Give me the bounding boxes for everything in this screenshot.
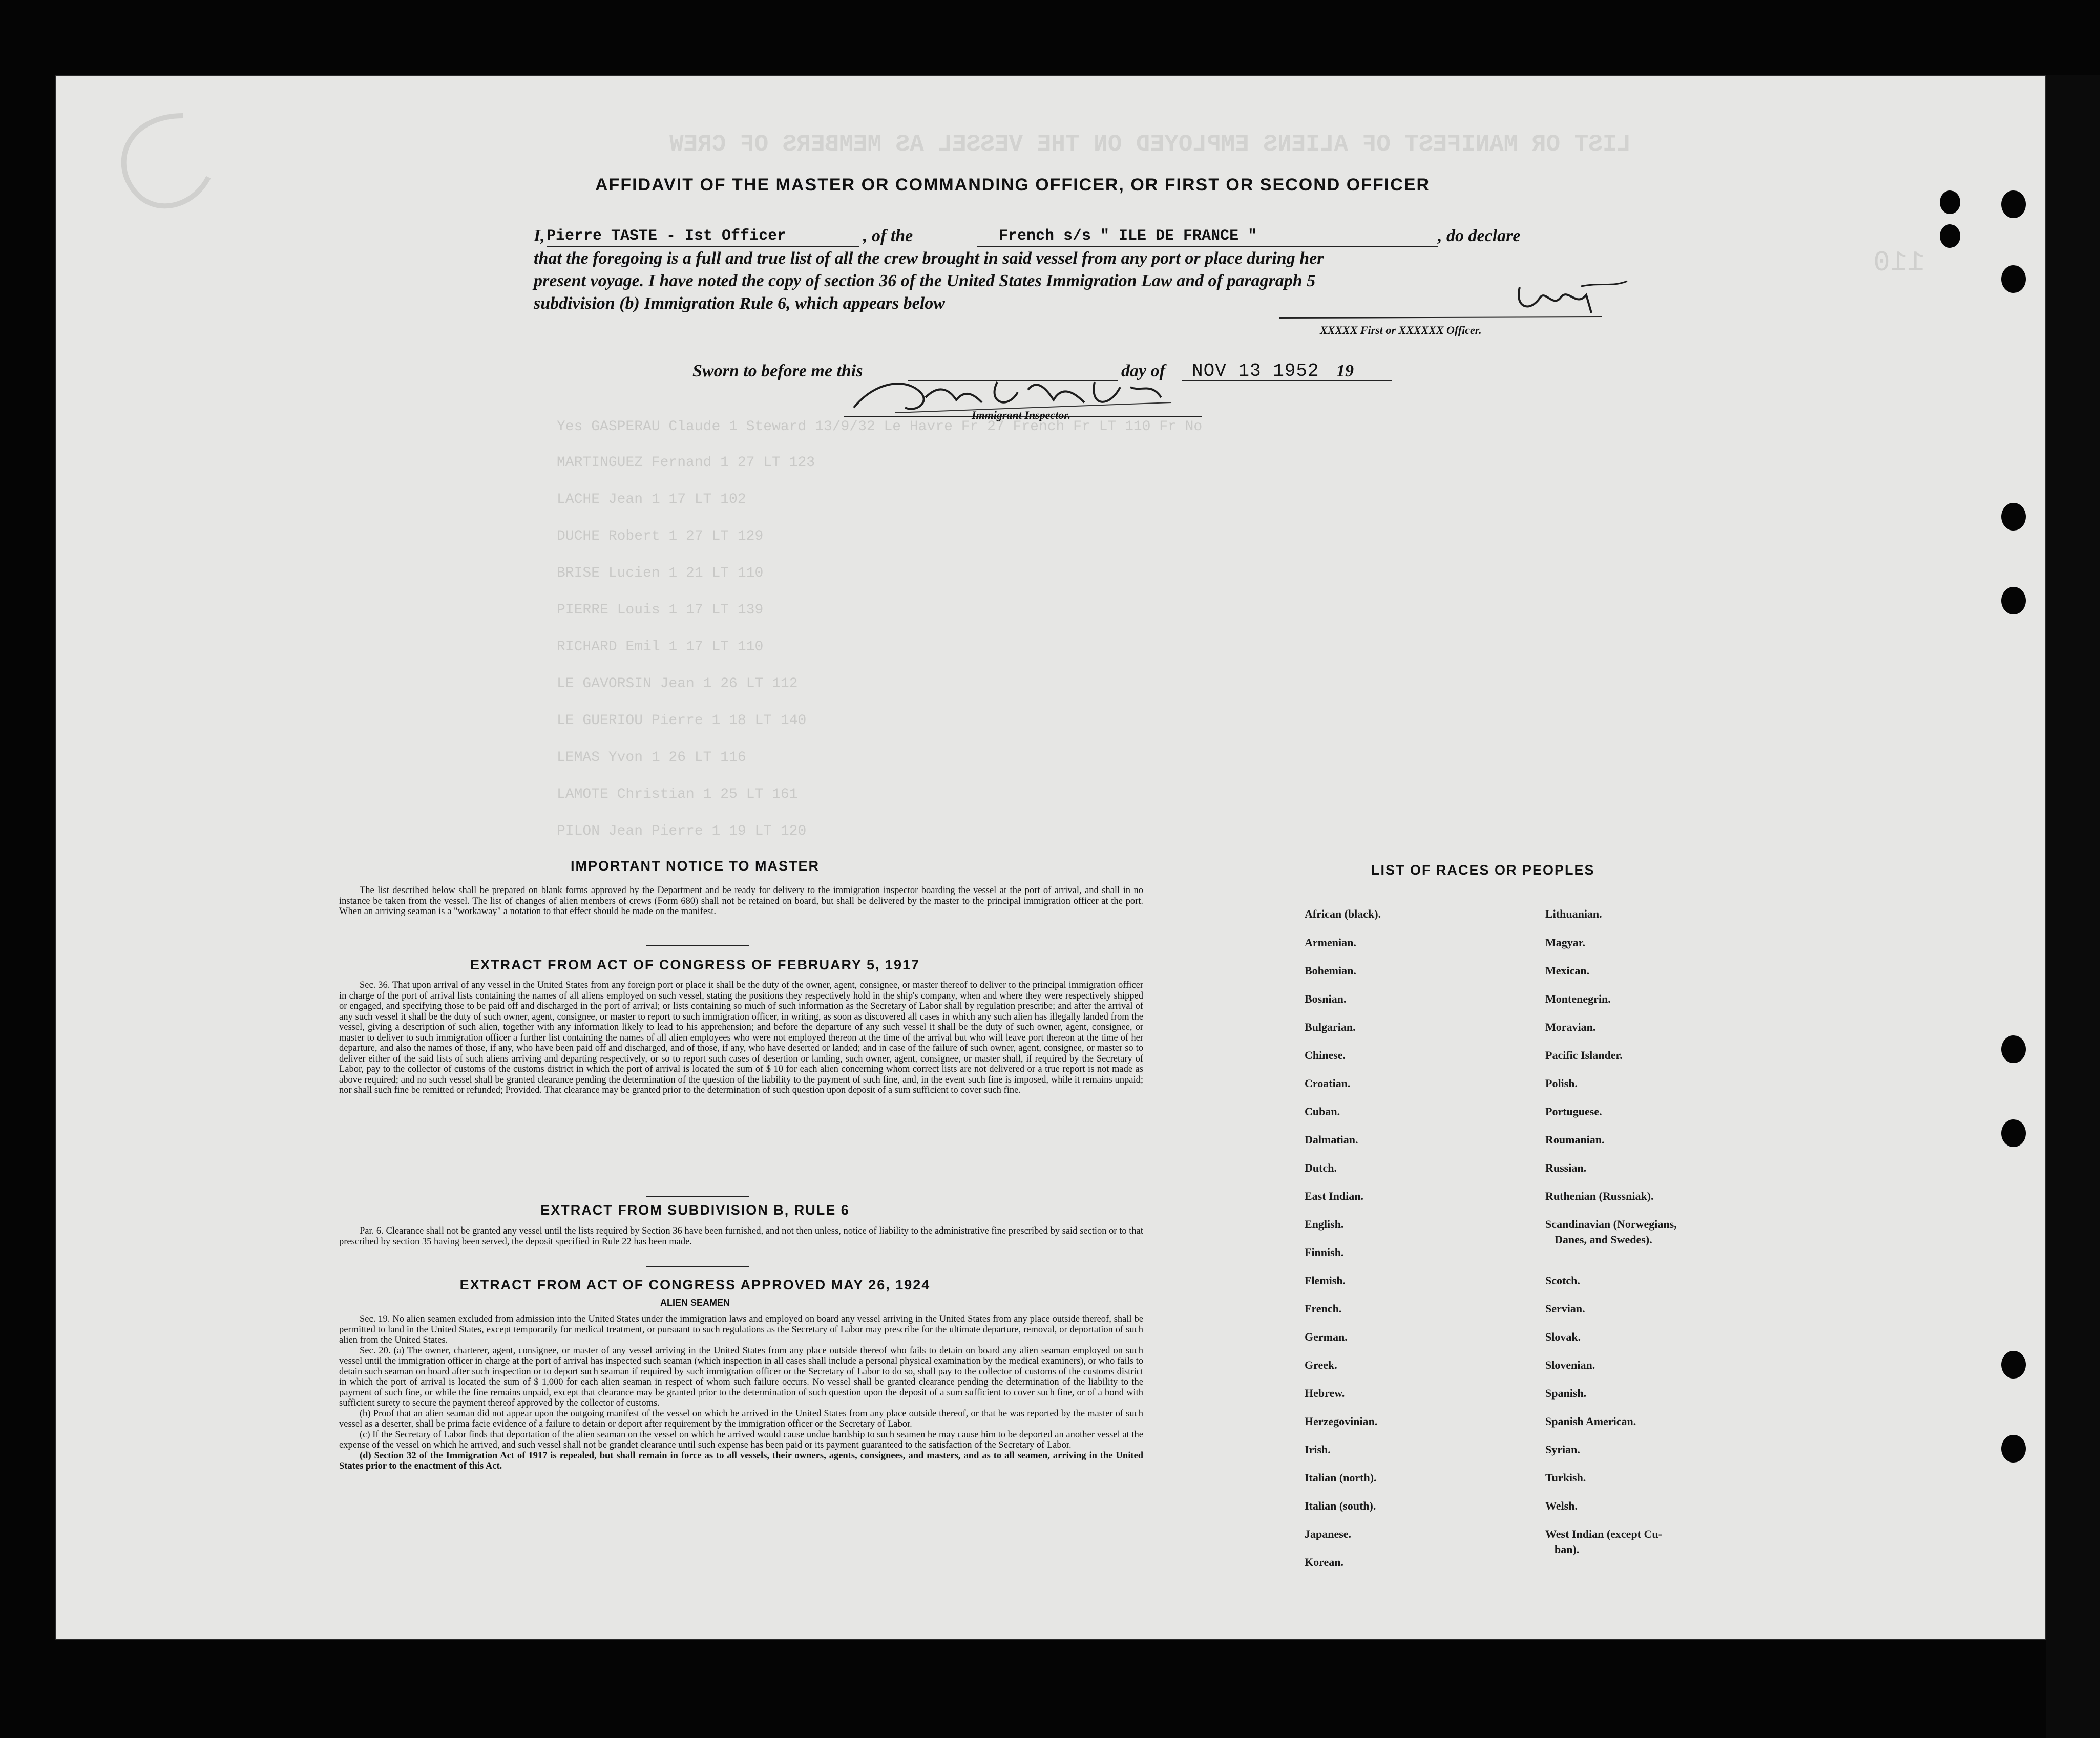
inspector-caption: Immigrant Inspector. xyxy=(972,409,1071,421)
race-left: Dalmatian. xyxy=(1305,1133,1358,1146)
bleed-row: LACHE Jean 1 17 LT 102 xyxy=(557,492,746,507)
sec20a-text: Sec. 20. (a) The owner, charterer, agent, consignee, or master of any vessel arriving in the United States from any place outside thereof who fails to detain on board any alien seaman employed on such vessel until the immigration officer in charge at the port of arrival has inspected such seaman (which inspection in all cases shall include a personal physical examination by the medical examiners), or who fails to detain such seaman on board after such inspection or to deport such seaman if required by such immigration officer or the Secretary of Labor to do so, shall pay to the collector of customs of the customs district in which the port of arrival is located the sum of $ 1,000 for each alien seaman in respect of whom such failure occurs. No vessel shall be granted clearance pending the determination of the liability to the payment of such fine, or while the fine remains unpaid, except that clearance may be granted prior to the determination of such question upon the deposit of a sum sufficient to cover such fine, or of a bond with sufficient surety to secure the payment thereof approved by the collector of customs. xyxy=(339,1345,1143,1408)
punch-hole xyxy=(2001,1435,2026,1463)
race-left: Irish. xyxy=(1305,1443,1331,1456)
race-right: Slovenian. xyxy=(1545,1359,1595,1371)
race-left: Herzegovinian. xyxy=(1305,1415,1378,1428)
extract-1917-block xyxy=(339,980,1143,1096)
race-left: Croatian. xyxy=(1305,1077,1351,1090)
notice-divider xyxy=(646,945,749,946)
race-left: Bosnian. xyxy=(1305,992,1347,1005)
race-right: Slovak. xyxy=(1545,1330,1581,1343)
vessel-rule xyxy=(977,246,1438,247)
race-left: Korean. xyxy=(1305,1556,1343,1569)
race-left: African (black). xyxy=(1305,907,1381,920)
bleed-row: LEMAS Yvon 1 26 LT 116 xyxy=(557,750,746,766)
race-right: Montenegrin. xyxy=(1545,992,1611,1005)
date-stamp: NOV 13 1952 xyxy=(1192,361,1319,381)
race-left: Japanese. xyxy=(1305,1528,1352,1540)
race-right: Magyar. xyxy=(1545,936,1586,949)
race-left: Greek. xyxy=(1305,1359,1337,1371)
bleed-row: MARTINGUEZ Fernand 1 27 LT 123 xyxy=(557,455,815,471)
race-left: Cuban. xyxy=(1305,1105,1340,1118)
race-left: Bulgarian. xyxy=(1305,1021,1356,1033)
punch-hole xyxy=(2001,265,2026,293)
race-left: Hebrew. xyxy=(1305,1387,1345,1400)
year-prefix: 19 xyxy=(1336,362,1354,380)
date-rule xyxy=(1182,380,1392,381)
race-left: Chinese. xyxy=(1305,1049,1346,1062)
race-right: Lithuanian. xyxy=(1545,907,1602,920)
punch-hole xyxy=(2001,587,2026,614)
sec20b-text: (b) Proof that an alien seaman did not appear upon the outgoing manifest of the vessel on which he arrived in the United States from any place outside thereof, or that he was reported by the master of such vessel as a deserter, shall be prima facie evidence of a failure to detain or deport after requirement by the immigration officer or the Secretary of Labor. xyxy=(339,1408,1143,1429)
punch-hole xyxy=(1940,224,1960,248)
punch-hole xyxy=(2001,1119,2026,1147)
bleed-row: LAMOTE Christian 1 25 LT 161 xyxy=(557,787,798,802)
race-right: West Indian (except Cu- xyxy=(1545,1528,1662,1540)
bleed-row: Yes GASPERAU Claude 1 Steward 13/9/32 Le Havre Fr 27 French Fr LT 110 Fr No xyxy=(557,419,1203,435)
officer-caption: XXXXX First or XXXXXX Officer. xyxy=(1320,324,1482,336)
race-left: English. xyxy=(1305,1218,1344,1231)
race-left: Finnish. xyxy=(1305,1246,1344,1259)
race-right: ban). xyxy=(1555,1543,1580,1556)
bleed-row: RICHARD Emil 1 17 LT 110 xyxy=(557,639,764,655)
notice-title: IMPORTANT NOTICE TO MASTER xyxy=(571,858,820,874)
race-right: Spanish. xyxy=(1545,1387,1587,1400)
extract-1924-title: EXTRACT FROM ACT OF CONGRESS APPROVED MAY 26, 1924 xyxy=(459,1277,931,1292)
bleed-row: PIERRE Louis 1 17 LT 139 xyxy=(557,602,764,618)
punch-hole xyxy=(1940,190,1960,214)
races-title: LIST OF RACES OR PEOPLES xyxy=(1371,862,1595,878)
extract-1917-title: EXTRACT FROM ACT OF CONGRESS OF FEBRUARY 5, 1917 xyxy=(470,957,920,972)
punch-hole xyxy=(2001,503,2026,531)
race-left: Armenian. xyxy=(1305,936,1356,949)
sworn-prefix: Sworn to before me this xyxy=(692,362,863,380)
race-right: Moravian. xyxy=(1545,1021,1596,1033)
bleed-header: LIST OR MANIFEST OF ALIENS EMPLOYED ON THE VESSEL AS MEMBERS OF CREW xyxy=(669,131,1631,158)
officer-name: Pierre TASTE - Ist Officer xyxy=(547,227,787,245)
extract-1917-text: Sec. 36. That upon arrival of any vessel in the United States from any foreign port or place it shall be the duty of the owner, agent, consignee, or master thereof to deliver to the principal immigration officer in charge of the port of arrival lists containing the names of all aliens employed on such vessel, stating the positions they respectively hold in the ship's company, when and where they were respectively shipped or engaged, and specifying those to be paid off and discharged in the port of arrival; or lists containing so much of such information as the Secretary of Labor shall by regulation prescribe; and after the arrival of any such vessel it shall be the duty of such owner, agent, consignee, or master to report to such immigration officer, in writing, as soon as discovered all cases in which any such alien has illegally landed from the vessel, giving a description of such alien, together with any information likely to lead to his apprehension; and before the departure of any such vessel it shall be the duty of such owner, agent, consignee, or master to deliver to such immigration officer a further list containing the names of all alien employees who were not employed thereon at the time of the arrival but who will leave port thereon at the time of her departure, and also the names of those, if any, who have been paid off and discharged, and of those, if any, who have deserted or landed; and in case of the failure of such owner, agent, consignee, or master so to deliver either of the said lists of such aliens arriving and departing respectively, or so to report such cases of desertion or landing, such owner, agent, consignee, or master shall, if required by the Secretary of Labor, pay to the collector of customs of the customs district in which the port of arrival is located the sum of $ 10 for each alien concerning whom correct lists are not delivered or a true report is not made as above required; and no such vessel shall be granted clearance pending the determination of the question of the liability to the payment of such fine, and, in the event such fine is imposed, while it remains unpaid; nor shall such fine be remitted or refunded; Provided. That clearance may be granted prior to the determination of such question upon deposit of a sum sufficient to cover such fine. xyxy=(339,980,1143,1095)
race-left: Dutch. xyxy=(1305,1161,1337,1174)
race-left: Bohemian. xyxy=(1305,964,1356,977)
race-right: Spanish American. xyxy=(1545,1415,1636,1428)
bleed-row: BRISE Lucien 1 21 LT 110 xyxy=(557,565,764,581)
of-the-text: , of the xyxy=(863,226,913,245)
race-right: Polish. xyxy=(1545,1077,1578,1090)
race-left: French. xyxy=(1305,1302,1342,1315)
do-declare-text: , do declare xyxy=(1438,226,1521,245)
punch-hole xyxy=(2001,1351,2026,1379)
extract-1917-divider xyxy=(646,1196,749,1197)
race-left: East Indian. xyxy=(1305,1190,1363,1202)
bleed-row: DUCHE Robert 1 27 LT 129 xyxy=(557,528,764,544)
extract-1924-subtitle: ALIEN SEAMEN xyxy=(660,1298,730,1308)
notice-text-block xyxy=(339,885,1143,917)
bleed-row: LE GUERIOU Pierre 1 18 LT 140 xyxy=(557,713,807,729)
punch-hole xyxy=(2001,1035,2026,1063)
notice-text: The list described below shall be prepared on blank forms approved by the Department and be ready for delivery to the immigration inspector boarding the vessel at the port of arrival, and shall in no instance be taken from the vessel. The list of changes of alien members of crews (Form 680) shall not be retained on board, but shall be delivered by the master to the principal immigration officer at the port. When an arriving seaman is a "workaway" a notation to that effect should be made on the manifest. xyxy=(339,885,1143,917)
race-right: Portuguese. xyxy=(1545,1105,1602,1118)
race-right: Scandinavian (Norwegians, xyxy=(1545,1218,1677,1231)
vessel-name: French s/s " ILE DE FRANCE " xyxy=(999,227,1257,245)
day-of-text: day of xyxy=(1121,362,1165,380)
officer-name-rule xyxy=(547,246,859,247)
race-right: Welsh. xyxy=(1545,1499,1578,1512)
affidavit-title: AFFIDAVIT OF THE MASTER OR COMMANDING OFFICER, OR FIRST OR SECOND OFFICER xyxy=(595,175,1430,195)
bleed-stamp-curve xyxy=(55,105,219,228)
race-left: Italian (north). xyxy=(1305,1471,1377,1484)
race-right: Syrian. xyxy=(1545,1443,1580,1456)
subdivision-b-block xyxy=(339,1226,1143,1247)
bleed-row: PILON Jean Pierre 1 19 LT 120 xyxy=(557,823,807,839)
scan-border-right xyxy=(2046,75,2100,1738)
manifest-page xyxy=(55,75,2046,1640)
affidavit-line1-prefix: I, xyxy=(534,226,545,245)
punch-hole xyxy=(2001,190,2026,218)
race-right: Ruthenian (Russniak). xyxy=(1545,1190,1654,1202)
subdivision-b-title: EXTRACT FROM SUBDIVISION B, RULE 6 xyxy=(540,1202,850,1218)
race-right: Russian. xyxy=(1545,1161,1587,1174)
affidavit-line2: that the foregoing is a full and true list of all the crew brought in said vessel from any port or place during her xyxy=(534,249,1324,268)
race-right: Danes, and Swedes). xyxy=(1555,1233,1652,1246)
race-right: Mexican. xyxy=(1545,964,1590,977)
race-right: Roumanian. xyxy=(1545,1133,1605,1146)
race-right: Servian. xyxy=(1545,1302,1585,1315)
sec20c-text: (c) If the Secretary of Labor finds that deportation of the alien seaman on the vessel on which he arrived would cause undue hardship to such seamen he may cause him to be deported an another vessel at the expense of the vessel on which he arrived, and such vessel shall not be grandet clearance until such expense has been paid or its payment guaranteed to the satisfaction of the Secretary of Labor. xyxy=(339,1429,1143,1450)
race-left: Italian (south). xyxy=(1305,1499,1376,1512)
race-left: Flemish. xyxy=(1305,1274,1346,1287)
affidavit-line3: present voyage. I have noted the copy of section 36 of the United States Immigration Law and of paragraph 5 xyxy=(534,271,1316,290)
race-left: German. xyxy=(1305,1330,1348,1343)
race-right: Turkish. xyxy=(1545,1471,1586,1484)
sec19-text: Sec. 19. No alien seamen excluded from admission into the United States under the immigration laws and employed on board any vessel arriving in the United States from any place outside thereof, shall be permitted to land in the United States, except temporarily for medical treatment, or pursuant to such regulations as the Secretary of Labor may prescribe for the ultimate departure, removal, or deportation of such alien from the United States. xyxy=(339,1314,1143,1345)
extract-1924-block xyxy=(339,1314,1143,1472)
affidavit-line4: subdivision (b) Immigration Rule 6, which appears below xyxy=(534,294,945,313)
bleed-page-number: 110 xyxy=(1873,246,1925,279)
race-right: Scotch. xyxy=(1545,1274,1580,1287)
subdivision-b-text: Par. 6. Clearance shall not be granted any vessel until the lists required by Section 36 have been furnished, and not then unless, notice of liability to the administrative fine prescribed by said section or to that prescribed by section 35 having been served, the deposit specified in Rule 22 has been made. xyxy=(339,1226,1143,1247)
bleed-row: LE GAVORSIN Jean 1 26 LT 112 xyxy=(557,676,798,692)
sec20d-text: (d) Section 32 of the Immigration Act of 1917 is repealed, but shall remain in force as to all vessels, their owners, agents, consignees, and masters, and as to all seamen, arriving in the United States prior to the enactment of this Act. xyxy=(339,1450,1143,1471)
race-right: Pacific Islander. xyxy=(1545,1049,1623,1062)
subdivision-b-divider xyxy=(646,1266,749,1267)
